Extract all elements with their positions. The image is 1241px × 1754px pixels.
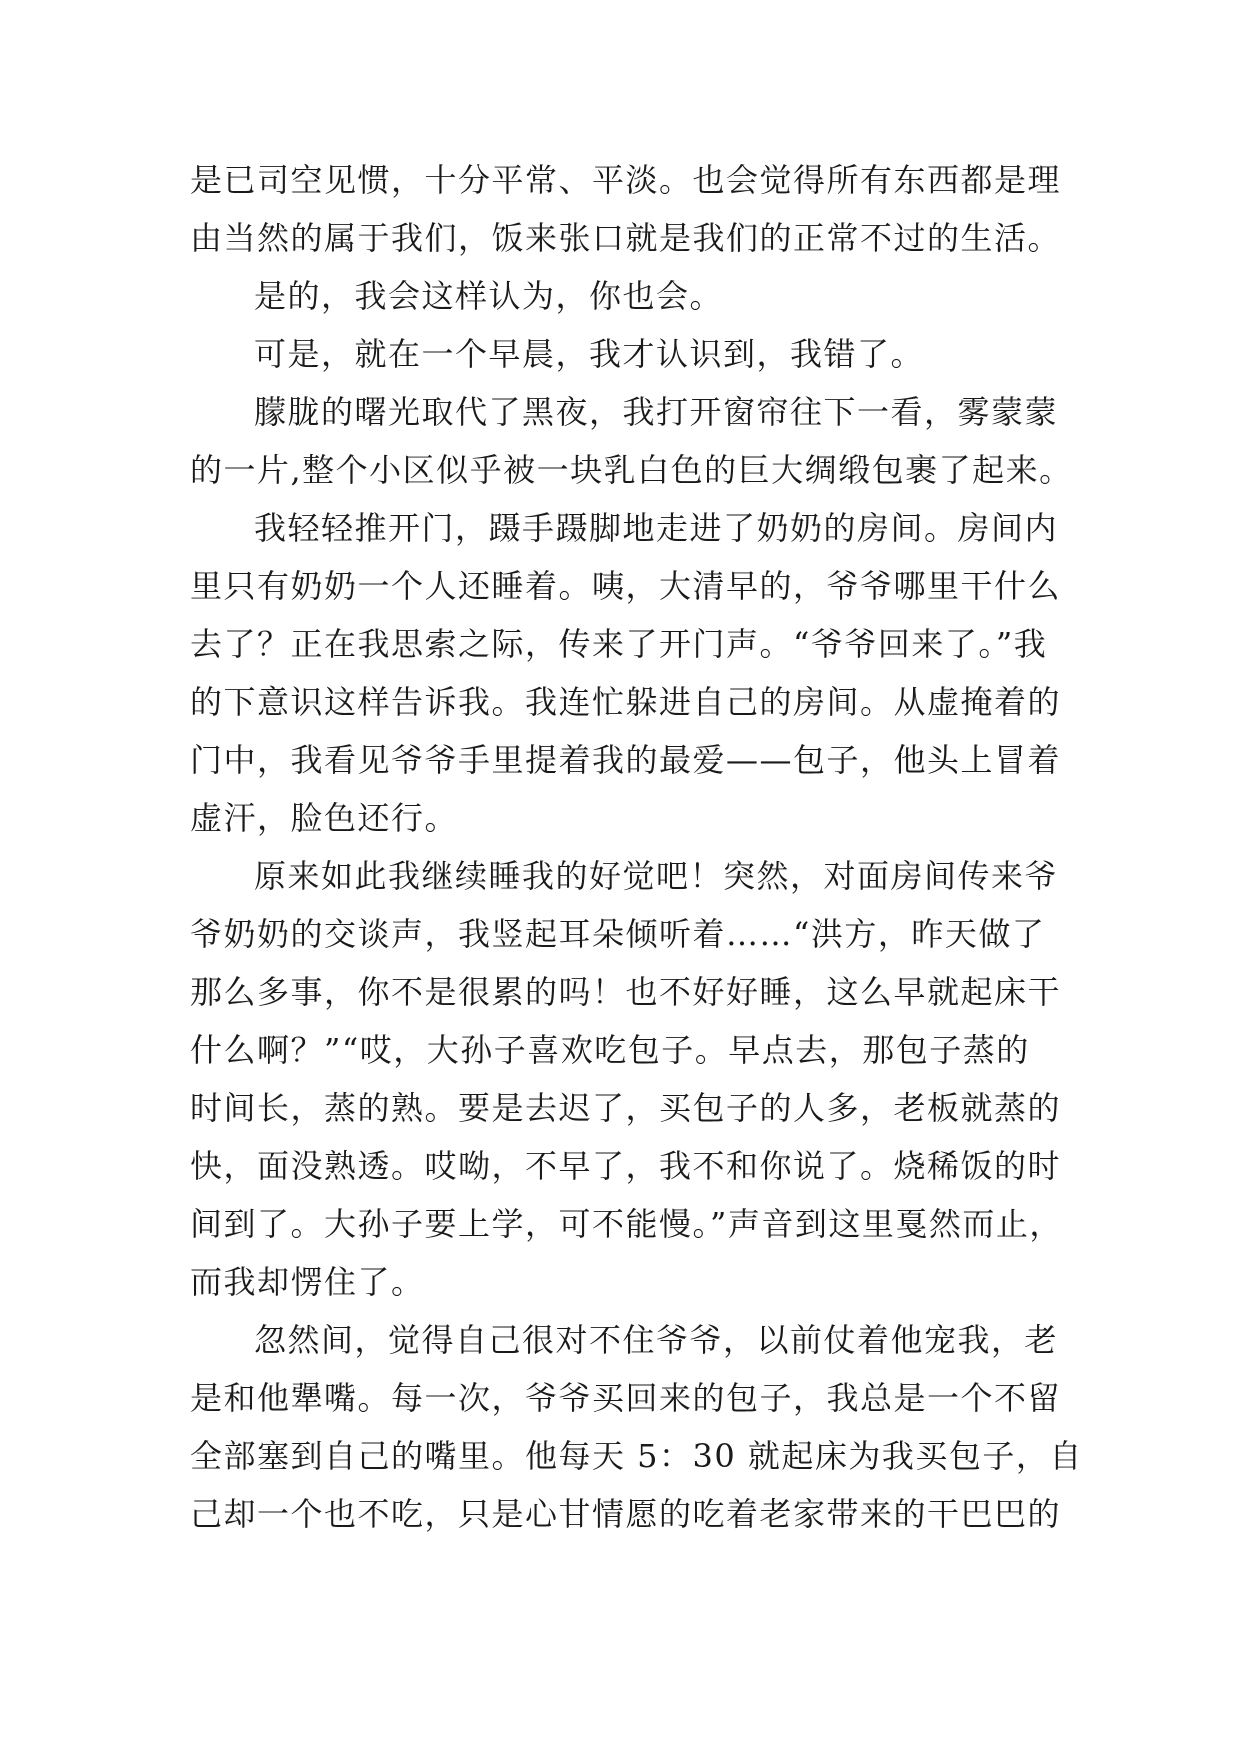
text-line: 间到了。大孙子要上学，可不能慢。”声音到这里戛然而止，: [190, 1205, 1063, 1243]
text-line: 的一片,整个小区似乎被一块乳白色的巨大绸缎包裹了起来。: [190, 451, 1073, 489]
paragraph-start: 是的，我会这样认为，你也会。: [254, 277, 724, 315]
text-line: 快，面没熟透。哎呦，不早了，我不和你说了。烧稀饭的时: [190, 1147, 1062, 1185]
text-line: 全部塞到自己的嘴里。他每天 5：30 就起床为我买包子，自: [190, 1437, 1083, 1475]
paragraph-start: 忽然间，觉得自己很对不住爷爷，以前仗着他宠我，老: [254, 1321, 1059, 1359]
text-line: 那么多事，你不是很累的吗！也不好好睡，这么早就起床干: [190, 973, 1062, 1011]
text-line: 是已司空见惯，十分平常、平淡。也会觉得所有东西都是理: [190, 161, 1062, 199]
text-line: 虚汗，脸色还行。: [190, 799, 459, 837]
text-line: 己却一个也不吃，只是心甘情愿的吃着老家带来的干巴巴的: [190, 1495, 1062, 1533]
paragraph-start: 可是，就在一个早晨，我才认识到，我错了。: [254, 335, 925, 373]
paragraph-start: 原来如此我继续睡我的好觉吧！突然，对面房间传来爷: [254, 857, 1059, 895]
text-line: 里只有奶奶一个人还睡着。咦，大清早的，爷爷哪里干什么: [190, 567, 1062, 605]
text-line: 的下意识这样告诉我。我连忙躲进自己的房间。从虚掩着的: [190, 683, 1062, 721]
text-line: 爷奶奶的交谈声，我竖起耳朵倾听着……“洪方，昨天做了: [190, 915, 1046, 953]
text-line: 由当然的属于我们，饭来张口就是我们的正常不过的生活。: [190, 219, 1062, 257]
text-line: 而我却愣住了。: [190, 1263, 425, 1301]
text-line: 是和他犟嘴。每一次，爷爷买回来的包子，我总是一个不留: [190, 1379, 1062, 1417]
text-line: 时间长，蒸的熟。要是去迟了，买包子的人多，老板就蒸的: [190, 1089, 1062, 1127]
text-line: 去了？正在我思索之际，传来了开门声。“爷爷回来了。”我: [190, 625, 1048, 663]
text-line: 什么啊？”“哎，大孙子喜欢吃包子。早点去，那包子蒸的: [190, 1031, 1030, 1069]
paragraph-start: 我轻轻推开门，蹑手蹑脚地走进了奶奶的房间。房间内: [254, 509, 1059, 547]
text-line: 门中，我看见爷爷手里提着我的最爱——包子，他头上冒着: [190, 741, 1062, 779]
paragraph-start: 朦胧的曙光取代了黑夜，我打开窗帘往下一看，雾蒙蒙: [254, 393, 1059, 431]
